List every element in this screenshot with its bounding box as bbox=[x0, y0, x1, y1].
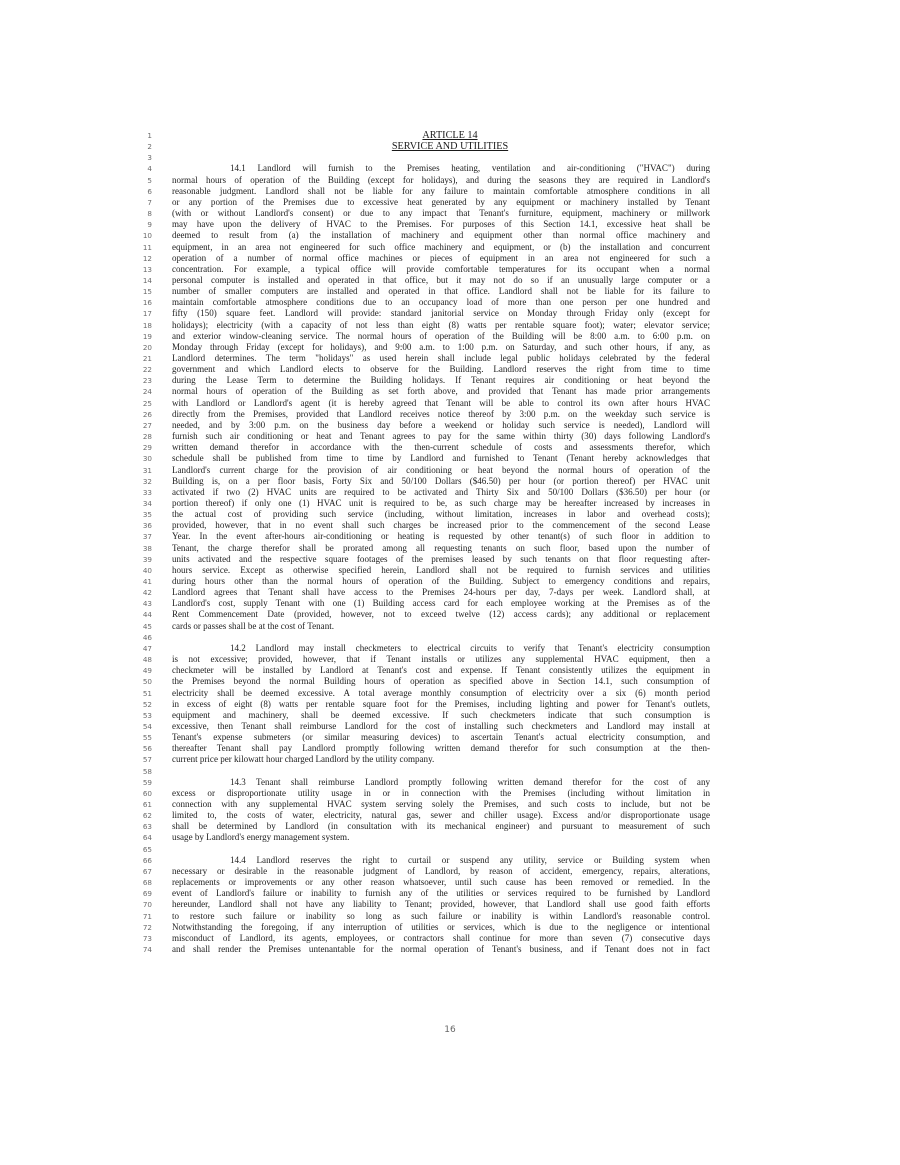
line-number: 45 bbox=[142, 621, 152, 631]
line-number: 68 bbox=[142, 878, 152, 888]
line-number: 20 bbox=[142, 342, 152, 352]
section-first-line: 14.1 Landlord will furnish to the Premises heating, ventilation and air-conditioning ("HVAC") during bbox=[230, 163, 710, 174]
line-number: 34 bbox=[142, 498, 152, 508]
text-line: and shall render the Premises untenantable for the normal operation of Tenant's business, and if Tenant does not in fact bbox=[172, 943, 710, 954]
line-number: 31 bbox=[142, 465, 152, 475]
section-first-line: 14.2 Landlord may install checkmeters to electrical circuits to verify that Tenant's electricity consumption bbox=[230, 642, 710, 653]
line-number: 62 bbox=[142, 811, 152, 821]
text-line: normal hours of operation of the Building as set forth above, and provided that Tenant has made prior arrangements bbox=[172, 386, 710, 397]
line-number: 59 bbox=[142, 777, 152, 787]
line-number: 61 bbox=[142, 800, 152, 809]
text-line: equipment and machinery, shall be deemed excessive. If such checkmeters indicate that such consumption is bbox=[172, 709, 710, 720]
line-number: 33 bbox=[142, 487, 152, 497]
line-number: 53 bbox=[142, 710, 152, 720]
line-number: 19 bbox=[142, 331, 152, 341]
line-number: 57 bbox=[142, 755, 152, 765]
line-number: 74 bbox=[142, 944, 152, 954]
line-number: 41 bbox=[142, 577, 152, 586]
text-line: event of Landlord's failure or inability to furnish any of the utilities or services required to be furnished by Landlord bbox=[172, 888, 710, 899]
line-number: 15 bbox=[142, 287, 152, 297]
text-line: Landlord agrees that Tenant shall have access to the Premises 24-hours per day, 7-days per week. Landlord shall, at bbox=[172, 587, 710, 598]
line-number: 47 bbox=[142, 643, 152, 653]
line-number: 22 bbox=[142, 365, 152, 375]
text-line: Building is, on a per floor basis, Forty Six and 50/100 Dollars ($46.50) per hour (or portion thereof) per HVAC unit bbox=[172, 475, 710, 486]
text-line: excess or disproportionate utility usage in or in connection with the Premises (including without limitation in bbox=[172, 787, 710, 798]
text-line: operation of a number of normal office machines or pieces of equipment in an area not engineered for such a bbox=[172, 252, 710, 263]
text-line: and exterior window-cleaning service. The normal hours of operation of the Building will be 8:00 a.m. to 6:00 p.m. on bbox=[172, 330, 710, 341]
text-line: Landlord determines. The term "holidays" as used herein shall include legal public holidays celebrated by the federal bbox=[172, 353, 710, 363]
line-number: 65 bbox=[142, 844, 152, 854]
text-line: hours service. Except as otherwise specified herein, Landlord shall not be required to furnish services and utilities bbox=[172, 564, 710, 575]
text-line: during the Lease Term to determine the Building holidays. If Tenant requires air conditioning or heat beyond the bbox=[172, 375, 710, 386]
text-line: needed, and by 3:00 p.m. on the business day before a weekend or holiday such service is needed), Landlord will bbox=[172, 419, 710, 430]
section-first-line: 14.3 Tenant shall reimburse Landlord promptly following written demand therefor for the cost of any bbox=[230, 776, 710, 787]
line-number: 1 bbox=[147, 131, 152, 140]
line-number: 40 bbox=[142, 565, 152, 575]
text-line: written demand therefor in accordance with the then-current schedule of costs and assessments therefor, which bbox=[172, 442, 710, 453]
line-number: 66 bbox=[142, 855, 152, 865]
line-number: 10 bbox=[142, 231, 152, 241]
text-line: furnish such air conditioning or heat and Tenant agrees to pay for the same within thirty (30) days following Landlord's bbox=[172, 431, 710, 442]
line-number: 27 bbox=[142, 420, 152, 430]
line-number: 4 bbox=[147, 164, 152, 174]
line-number: 43 bbox=[142, 599, 152, 609]
text-line: the Premises beyond the normal Building hours of operation as specified above in Section 14.1, such consumption of bbox=[172, 676, 710, 687]
text-line: Tenant's expense submeters (or similar measuring devices) to ascertain Tenant's actual electricity consumption, and bbox=[172, 732, 710, 743]
line-number: 24 bbox=[142, 387, 152, 397]
text-line: number of smaller computers are installed and operated in that office. Landlord shall not be liable for its failure to bbox=[172, 286, 710, 297]
text-line: replacements or improvements or any other reason whatsoever, until such cause has been removed or remedied. In the bbox=[172, 877, 710, 888]
line-number: 7 bbox=[147, 197, 152, 207]
line-number: 64 bbox=[142, 833, 152, 843]
text-line: may have upon the delivery of HVAC to the Premises. For purposes of this Section 14.1, excessive heat shall be bbox=[172, 219, 710, 230]
line-number: 70 bbox=[142, 900, 152, 910]
line-number: 50 bbox=[142, 677, 152, 687]
text-line: normal hours of operation of the Building (except for holidays), and during the seasons they are required in Landlord's bbox=[172, 174, 710, 185]
line-number: 29 bbox=[142, 443, 152, 453]
text-line: checkmeter will be installed by Landlord at Tenant's cost and expense. If Tenant consistently utilizes the equipment in bbox=[172, 665, 710, 676]
text-line: the actual cost of providing such service (including, without limitation, increases in labor and overhead costs); bbox=[172, 509, 710, 520]
line-number: 9 bbox=[147, 220, 152, 230]
line-number: 52 bbox=[142, 699, 152, 709]
text-line: excessive, then Tenant shall reimburse Landlord for the cost of installing such checkmeters and Landlord may install at bbox=[172, 720, 710, 731]
line-number: 39 bbox=[142, 554, 152, 564]
line-number: 28 bbox=[142, 432, 152, 442]
text-line: shall be determined by Landlord (in consultation with its mechanical engineer) and pursuant to measurement of such bbox=[172, 821, 710, 832]
line-number: 12 bbox=[142, 253, 152, 263]
text-line: with Landlord or Landlord's agent (it is hereby agreed that Tenant will be able to control its own after hours HVAC bbox=[172, 397, 710, 408]
text-line: Monday through Friday (except for holidays), and 9:00 a.m. to 1:00 p.m. on Saturday, and such other hours, if any, as bbox=[172, 341, 710, 352]
text-line: cards or passes shall be at the cost of Tenant. bbox=[172, 620, 334, 631]
line-number: 21 bbox=[142, 354, 152, 363]
text-line: Tenant, the charge therefor shall be prorated among all requesting tenants on such floor, based upon the number of bbox=[172, 542, 710, 553]
line-number: 14 bbox=[142, 275, 152, 285]
text-line: portion thereof) if only one (1) HVAC unit is required to be, as such charge may be hereafter increased by increases in bbox=[172, 497, 710, 508]
line-number: 2 bbox=[147, 142, 152, 152]
article-title: SERVICE AND UTILITIES bbox=[391, 141, 509, 153]
line-number: 63 bbox=[142, 822, 152, 832]
text-line: in excess of eight (8) watts per rentable square foot for the Premises, including lighting and power for Tenant's outlets, bbox=[172, 698, 710, 709]
text-line: deemed to result from (a) the installation of machinery and equipment other than normal office machinery and bbox=[172, 230, 710, 241]
text-line: (with or without Landlord's consent) or due to any impact that Tenant's furniture, equipment, machinery or millwork bbox=[172, 208, 710, 219]
line-number: 60 bbox=[142, 788, 152, 798]
text-line: reasonable judgment. Landlord shall not be liable for any failure to maintain comfortable atmosphere conditions in all bbox=[172, 185, 710, 196]
line-number: 16 bbox=[142, 298, 152, 308]
line-number: 49 bbox=[142, 666, 152, 676]
line-number: 58 bbox=[142, 766, 152, 776]
text-line: necessary or desirable in the reasonable judgment of Landlord, by reason of accident, emergency, repairs, alterations, bbox=[172, 865, 710, 876]
line-number: 13 bbox=[142, 264, 152, 274]
text-line: Notwithstanding the foregoing, if any interruption of utilities or services, which is due to the negligence or intentional bbox=[172, 921, 710, 932]
text-line: during hours other than the normal hours of operation of the Building. Subject to emergency conditions and repairs, bbox=[172, 576, 710, 586]
line-number: 23 bbox=[142, 376, 152, 386]
text-line: fifty (150) square feet. Landlord will provide: standard janitorial service on Monday through Friday only (except for bbox=[172, 308, 710, 319]
text-line: concentration. For example, a typical office will provide comfortable temperatures for its occupant when a normal bbox=[172, 263, 710, 274]
line-number: 26 bbox=[142, 409, 152, 419]
line-number: 35 bbox=[142, 510, 152, 520]
text-line: limited to, the costs of water, electricity, natural gas, sewer and chiller usage). Excess and/or disproportionate usage bbox=[172, 810, 710, 821]
line-number: 5 bbox=[147, 175, 152, 185]
line-number: 48 bbox=[142, 655, 152, 665]
line-number: 32 bbox=[142, 476, 152, 486]
text-line: electricity shall be deemed excessive. A total average monthly consumption of electricity over a six (6) month period bbox=[172, 687, 710, 698]
line-number: 38 bbox=[142, 543, 152, 553]
text-line: directly from the Premises, provided that Landlord receives notice thereof by 3:00 p.m. on the weekday such service is bbox=[172, 408, 710, 419]
line-number: 55 bbox=[142, 733, 152, 743]
line-number: 25 bbox=[142, 398, 152, 408]
text-line: is not excessive; provided, however, that if Tenant installs or utilizes any supplemental HVAC equipment, then a bbox=[172, 654, 710, 665]
line-number: 69 bbox=[142, 889, 152, 899]
line-number: 30 bbox=[142, 454, 152, 464]
text-line: hereunder, Landlord shall not have any liability to Tenant; provided, however, that Landlord shall use good faith efforts bbox=[172, 899, 710, 910]
text-line: thereafter Tenant shall pay Landlord promptly following written demand therefor for such consumption at the then- bbox=[172, 743, 710, 754]
line-number: 72 bbox=[142, 922, 152, 932]
text-line: maintain comfortable atmosphere conditions due to an occupancy load of more than one person per one hundred and bbox=[172, 297, 710, 308]
line-number: 3 bbox=[147, 153, 152, 163]
line-number: 8 bbox=[147, 209, 152, 219]
text-line: to restore such failure or inability so long as such failure or inability is within Landlord's reasonable control. bbox=[172, 910, 710, 921]
page-number: 16 bbox=[444, 1025, 456, 1035]
line-number: 11 bbox=[142, 242, 152, 252]
line-number: 36 bbox=[142, 521, 152, 531]
text-line: Year. In the event after-hours air-conditioning or heating is requested by other tenant(s) of such floor in addition to bbox=[172, 531, 710, 542]
line-number: 56 bbox=[142, 744, 152, 754]
text-line: Landlord's cost, supply Tenant with one (1) Building access card for each employee working at the Premises as of the bbox=[172, 598, 710, 609]
text-line: schedule shall be published from time to time by Landlord and furnished to Tenant (Tenant hereby acknowledges that bbox=[172, 453, 710, 464]
text-line: activated if two (2) HVAC units are required to be activated and Thirty Six and 50/100 Dollars ($36.50) per hour (or bbox=[172, 486, 710, 497]
text-line: equipment, in an area not engineered for such office machinery and equipment, or (b) the installation and concurrent bbox=[172, 241, 710, 252]
line-number: 73 bbox=[142, 933, 152, 943]
line-number: 18 bbox=[142, 320, 152, 330]
text-line: provided, however, that in no event shall such charges be increased prior to the commencement of the second Lease bbox=[172, 520, 710, 531]
section-first-line: 14.4 Landlord reserves the right to curtail or suspend any utility, service or Building system when bbox=[230, 854, 710, 865]
line-number: 51 bbox=[142, 688, 152, 698]
text-line: personal computer is installed and operated in that office, but it may not do so if an unusually large computer or a bbox=[172, 274, 710, 285]
text-line: Rent Commencement Date (provided, however, not to exceed twelve (12) access cards); any additional or replacement bbox=[172, 609, 710, 620]
line-number: 37 bbox=[142, 532, 152, 542]
line-number: 42 bbox=[142, 588, 152, 598]
text-line: misconduct of Landlord, its agents, employees, or contractors shall continue for more than seven (7) consecutive days bbox=[172, 932, 710, 943]
text-line: or any portion of the Premises due to excessive heat generated by any equipment or machinery installed by Tenant bbox=[172, 196, 710, 207]
line-number: 67 bbox=[142, 866, 152, 876]
text-line: holidays); electricity (with a capacity of not less than eight (8) watts per rentable square foot); water; elevator service; bbox=[172, 319, 710, 330]
line-number: 44 bbox=[142, 610, 152, 620]
line-number: 46 bbox=[142, 632, 152, 642]
text-line: current price per kilowatt hour charged Landlord by the utility company. bbox=[172, 754, 435, 765]
text-line: connection with any supplemental HVAC system serving solely the Premises, and such costs to include, but not be bbox=[172, 799, 710, 809]
text-line: units activated and the respective square footages of the premises leased by such tenants on that floor requesting after- bbox=[172, 553, 710, 564]
line-number: 71 bbox=[142, 911, 152, 921]
text-line: Landlord's current charge for the provision of air conditioning or heat beyond the normal hours of operation of the bbox=[172, 464, 710, 475]
line-number: 6 bbox=[147, 186, 152, 196]
text-line: usage by Landlord's energy management system. bbox=[172, 832, 350, 843]
text-line: government and which Landlord elects to observe for the Building. Landlord reserves the right from time to time bbox=[172, 364, 710, 375]
line-number: 54 bbox=[142, 721, 152, 731]
line-number: 17 bbox=[142, 309, 152, 319]
article-number: ARTICLE 14 bbox=[422, 130, 478, 141]
